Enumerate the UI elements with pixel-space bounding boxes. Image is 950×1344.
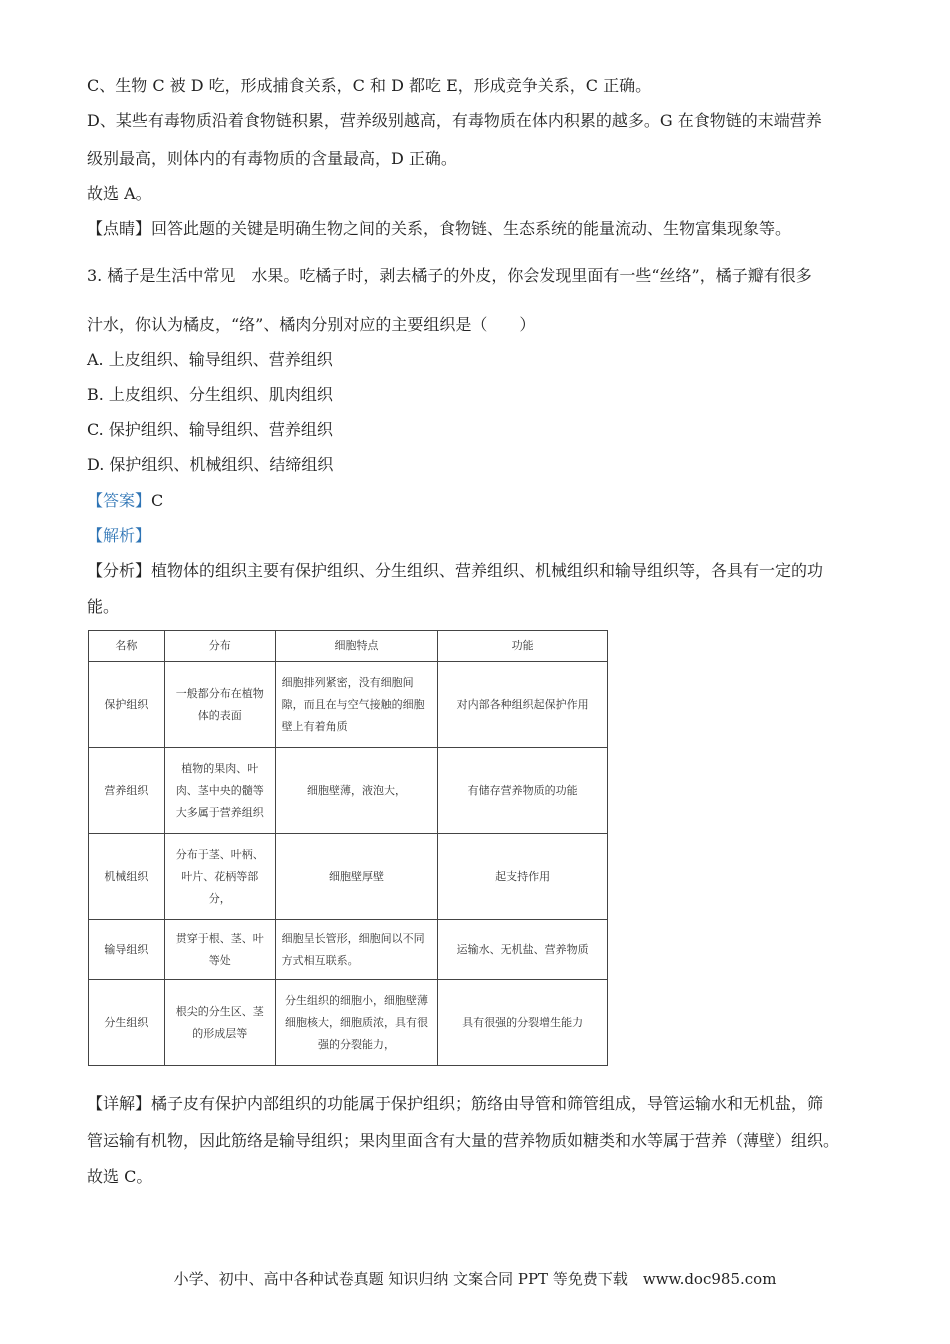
option-d-explanation-line2: 级别最高，则体内的有毒物质的含量最高，D 正确。 [87, 149, 457, 168]
table-cell: 运输水、无机盐、营养物质 [438, 920, 608, 980]
analysis-line1: 【分析】植物体的组织主要有保护组织、分生组织、营养组织、机械组织和输导组织等，各具有一定的功 [87, 561, 824, 580]
answer-value: C [151, 491, 164, 510]
table-cell: 保护组织 [89, 662, 165, 748]
table-row [89, 662, 608, 748]
table-header-row [89, 631, 608, 662]
detail-line1: 【详解】橘子皮有保护内部组织的功能属于保护组织；筋络由导管和筛管组成，导管运输水和无机盐，筛 [87, 1094, 824, 1113]
table-row [89, 834, 608, 920]
header-cell-features: 细胞特点 [275, 631, 438, 662]
detail-line2: 管运输有机物，因此筋络是输导组织；果肉里面含有大量的营养物质如糖类和水等属于营养（薄壁）组织。 [87, 1131, 840, 1150]
header-function: 功能 [438, 631, 608, 662]
table-cell: 分布于茎、叶柄、叶片、花柄等部分， [164, 834, 275, 920]
table-cell: 细胞呈长管形，细胞间以不同方式相互联系。 [275, 920, 438, 980]
final-answer-choice: 故选 C。 [87, 1167, 153, 1186]
table-row [89, 748, 608, 834]
analysis-line2: 能。 [87, 597, 120, 616]
table-cell: 起支持作用 [438, 834, 608, 920]
table-cell: 输导组织 [89, 920, 165, 980]
table-cell: 有储存营养物质的功能 [438, 748, 608, 834]
table-cell: 贯穿于根、茎、叶等处 [164, 920, 275, 980]
plant-tissue-table [88, 630, 608, 1066]
table-row [89, 920, 608, 980]
option-a: A. 上皮组织、输导组织、营养组织 [87, 350, 333, 369]
table-cell: 机械组织 [89, 834, 165, 920]
page-footer: 小学、初中、高中各种试卷真题 知识归纳 文案合同 PPT 等免费下载 www.doc985.com [173, 1270, 777, 1288]
previous-answer-choice: 故选 A。 [87, 184, 152, 203]
analysis-tag: 【解析】 [87, 526, 152, 545]
table-cell: 营养组织 [89, 748, 165, 834]
option-c: C. 保护组织、输导组织、营养组织 [87, 420, 333, 439]
table-cell: 细胞排列紧密，没有细胞间隙，而且在与空气接触的细胞壁上有着角质 [275, 662, 438, 748]
answer-line [87, 490, 163, 512]
question-3-stem-line2: 汁水，你认为橘皮，“络”、橘肉分别对应的主要组织是（ ） [87, 315, 536, 334]
option-b: B. 上皮组织、分生组织、肌肉组织 [87, 385, 333, 404]
header-name: 名称 [89, 631, 165, 662]
table-cell: 根尖的分生区、茎的形成层等 [164, 980, 275, 1066]
question-3-stem-line1: 3. 橘子是生活中常见 水果。吃橘子时，剥去橘子的外皮，你会发现里面有一些“丝络”，橘子瓣有很多 [87, 266, 812, 285]
table-cell: 分生组织的细胞小，细胞壁薄细胞核大，细胞质浓，具有很强的分裂能力， [275, 980, 438, 1066]
header-distribution: 分布 [164, 631, 275, 662]
table-cell: 细胞壁厚壁 [275, 834, 438, 920]
option-d-explanation-line1: D、某些有毒物质沿着食物链积累，营养级别越高，有毒物质在体内积累的越多。G 在食物链的末端营养 [87, 111, 822, 130]
previous-key-point: 【点睛】回答此题的关键是明确生物之间的关系，食物链、生态系统的能量流动、生物富集现象等。 [87, 219, 792, 238]
option-c-explanation: C、生物 C 被 D 吃，形成捕食关系，C 和 D 都吃 E，形成竞争关系，C 正确。 [87, 76, 652, 95]
table-cell: 植物的果肉、叶肉、茎中央的髓等大多属于营养组织 [164, 748, 275, 834]
table-cell: 分生组织 [89, 980, 165, 1066]
table-cell: 细胞壁薄，液泡大， [275, 748, 438, 834]
option-d: D. 保护组织、机械组织、结缔组织 [87, 455, 334, 474]
table-cell: 具有很强的分裂增生能力 [438, 980, 608, 1066]
table-cell: 对内部各种组织起保护作用 [438, 662, 608, 748]
table-row [89, 980, 608, 1066]
answer-tag: 【答案】 [87, 491, 152, 510]
table-cell: 一般都分布在植物体的表面 [164, 662, 275, 748]
